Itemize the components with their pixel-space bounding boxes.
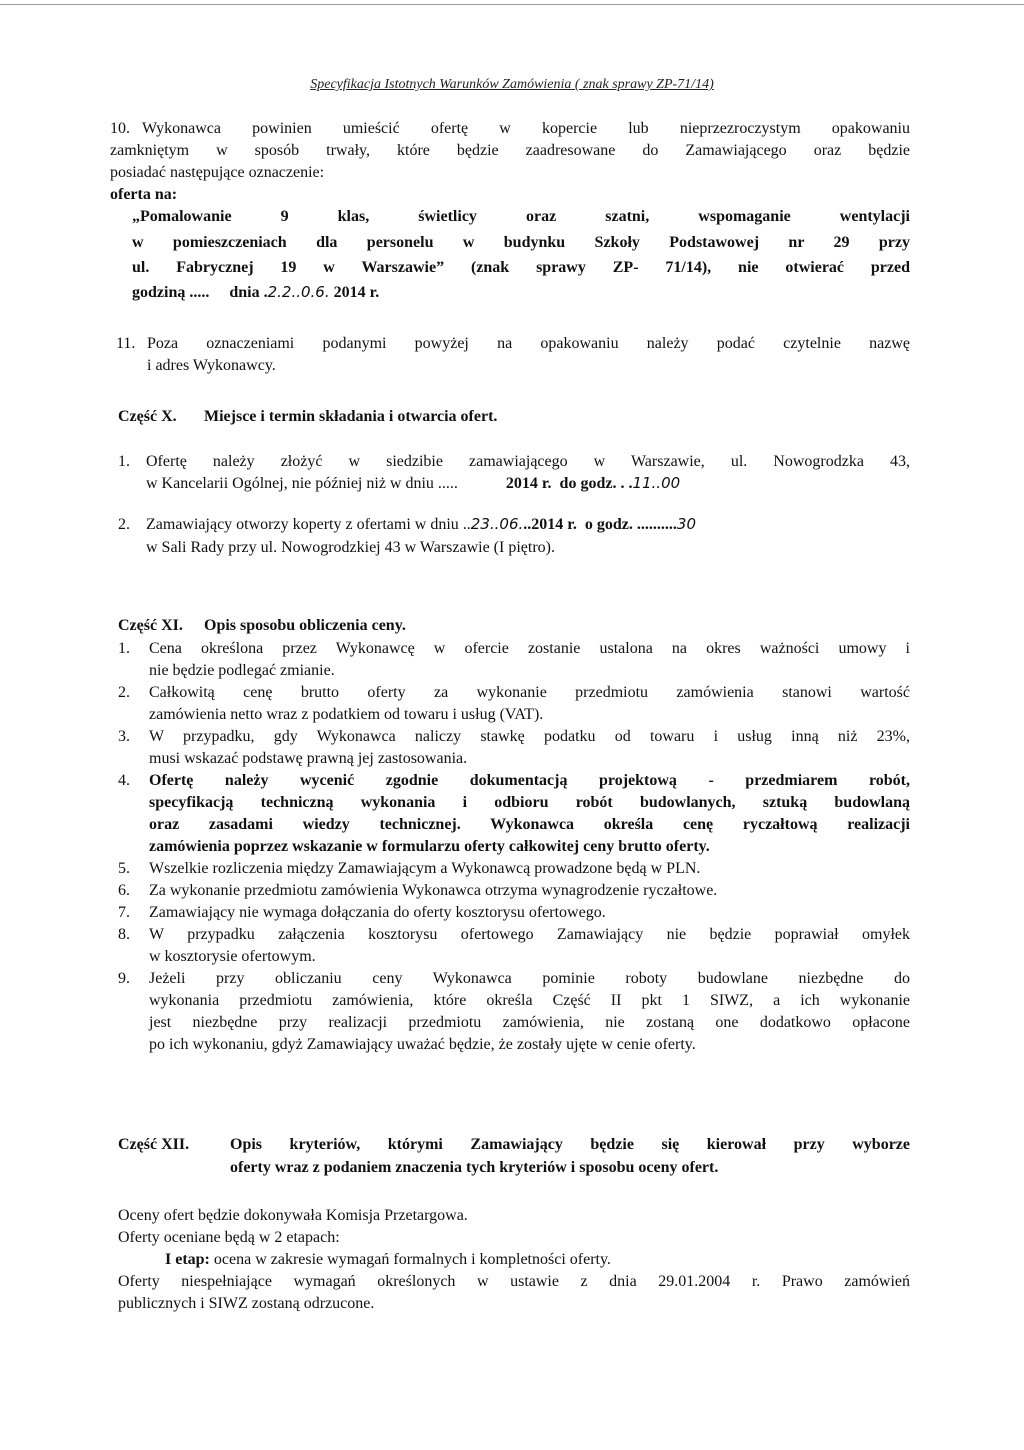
list-item-line: specyfikacją techniczną wykonania i odbioru robót budowlanych, sztuką budowlaną (149, 794, 910, 811)
item-line: w Sali Rady przy ul. Nowogrodzkiej 43 w Warszawie (I piętro). (146, 539, 555, 556)
list-item (118, 683, 910, 724)
criteria-text: Oferty oceniane będą w 2 etapach: (118, 1229, 340, 1246)
list-item-number: 3. (118, 728, 130, 745)
handwritten-date: 23..06. (470, 515, 524, 533)
list-item (118, 771, 910, 856)
part-xi-list (118, 639, 910, 1054)
handwritten-date: 2.2..0.6. (267, 283, 330, 301)
part-xii-label: Część XII. (118, 1136, 190, 1153)
list-item-line: zamówienia netto wraz z podatkiem od towaru i usług (VAT). (149, 706, 544, 723)
part-xi-heading (118, 616, 406, 635)
list-item-line: Zamawiający nie wymaga dołączania do oferty kosztorysu ofertowego. (149, 904, 606, 921)
envelope-line (132, 283, 910, 302)
part-xii-heading (118, 1135, 910, 1177)
part-xii-body (118, 1206, 910, 1313)
section-11-line: Poza oznaczeniami podanymi powyżej na opakowaniu należy podać czytelnie nazwę (147, 335, 910, 352)
page-header: Specyfikacja Istotnych Warunków Zamówienia ( znak sprawy ZP-71/14) (310, 77, 714, 92)
section-10-line: posiadać następujące oznaczenie: (110, 164, 325, 181)
list-item (118, 969, 910, 1054)
item-line (146, 515, 910, 534)
part-xii-title: Opis kryteriów, którymi Zamawiający będzie się kierował przy wyborze (230, 1136, 910, 1153)
list-item-line: Jeżeli przy obliczaniu ceny Wykonawca pominie roboty budowlane niezbędne do (149, 970, 910, 987)
list-item-line: jest niezbędne przy realizacji przedmiotu zamówienia, nie zostaną one dodatkowo opłacone (149, 1014, 910, 1031)
deadline-date: 2014 r. do godz. . . (505, 475, 633, 492)
list-item-line: W przypadku, gdy Wykonawca naliczy stawkę podatku od towaru i usług inną niż 23%, (149, 728, 910, 745)
stage-text: ocena w zakresie wymagań formalnych i kompletności oferty. (209, 1251, 611, 1268)
list-item-line: W przypadku załączenia kosztorysu ofertowego Zamawiający nie będzie poprawiał omyłek (149, 926, 910, 943)
part-x-heading (118, 407, 497, 426)
top-rule (0, 4, 1024, 5)
part-xi-label: Część XI. (118, 617, 183, 634)
part-x-title: Miejsce i termin składania i otwarcia ofert. (204, 408, 498, 425)
list-item-line: w kosztorysie ofertowym. (149, 948, 316, 965)
list-item (118, 727, 910, 768)
criteria-text: Oferty niespełniające wymagań określonych w ustawie z dnia 29.01.2004 r. Prawo zamówień (118, 1273, 910, 1290)
criteria-text: Oceny ofert będzie dokonywała Komisja Przetargowa. (118, 1207, 468, 1224)
item-number: 2. (118, 516, 130, 533)
envelope-date-suffix: 2014 r. (329, 284, 380, 301)
list-item-number: 2. (118, 684, 130, 701)
list-item-line: Ofertę należy wycenić zgodnie dokumentacją projektową - przedmiarem robót, (149, 772, 910, 789)
part-xii-title: oferty wraz z podaniem znaczenia tych kryteriów i sposobu oceny ofert. (230, 1159, 719, 1176)
section-11-number: 11. (116, 335, 136, 352)
list-item (118, 859, 910, 878)
list-item-number: 7. (118, 904, 130, 921)
part-xi-title: Opis sposobu obliczenia ceny. (204, 617, 406, 634)
list-item-number: 5. (118, 860, 130, 877)
list-item (118, 639, 910, 680)
envelope-date-prefix: godziną ..... dnia . (132, 284, 268, 301)
list-item-line: po ich wykonaniu, gdyż Zamawiający uważać będzie, że zostały ujęte w cenie oferty. (149, 1036, 696, 1053)
handwritten-hour: 11..00 (632, 474, 681, 492)
list-item-number: 6. (118, 882, 130, 899)
stage-line (165, 1250, 910, 1269)
section-11-line: i adres Wykonawcy. (147, 357, 276, 374)
item-number: 1. (118, 453, 130, 470)
list-item-number: 1. (118, 640, 130, 657)
part-x-label: Część X. (118, 408, 177, 425)
oferta-label: oferta na: (110, 186, 178, 203)
list-item (118, 881, 910, 900)
list-item-number: 8. (118, 926, 130, 943)
opening-date: ..2014 r. o godz. .......... (523, 516, 677, 533)
envelope-line: ul. Fabrycznej 19 w Warszawie” (znak sprawy ZP- 71/14), nie otwierać przed (132, 259, 910, 276)
part-x-item-2 (118, 515, 910, 557)
section-10 (110, 119, 910, 302)
list-item-number: 9. (118, 970, 130, 987)
list-item-line: zamówienia poprzez wskazanie w formularzu oferty całkowitej ceny brutto oferty. (149, 838, 710, 855)
stage-label: I etap: (165, 1251, 210, 1268)
list-item-line: Całkowitą cenę brutto oferty za wykonanie przedmiotu zamówienia stanowi wartość (149, 684, 910, 701)
list-item-line: wykonania przedmiotu zamówienia, które określa Część II pkt 1 SIWZ, a ich wykonanie (149, 992, 910, 1009)
criteria-text: publicznych i SIWZ zostaną odrzucone. (118, 1295, 375, 1312)
section-10-line: Wykonawca powinien umieścić ofertę w kopercie lub nieprzezroczystym opakowaniu (142, 120, 910, 137)
item-line: Ofertę należy złożyć w siedzibie zamawiającego w Warszawie, ul. Nowogrodzka 43, (146, 453, 910, 470)
list-item (118, 925, 910, 966)
handwritten-minute: 30 (676, 515, 696, 533)
list-item-line: Za wykonanie przedmiotu zamówienia Wykonawca otrzyma wynagrodzenie ryczałtowe. (149, 882, 718, 899)
list-item (118, 903, 910, 922)
envelope-label (132, 207, 910, 302)
list-item-line: musi wskazać podstawę prawną jej zastosowania. (149, 750, 468, 767)
envelope-line: w pomieszczeniach dla personelu w budynku Szkoły Podstawowej nr 29 przy (132, 234, 910, 251)
list-item-line: Cena określona przez Wykonawcę w ofercie zostanie ustalona na okres ważności umowy i (149, 640, 910, 657)
list-item-line: nie będzie podlegać zmianie. (149, 662, 335, 679)
list-item-line: Wszelkie rozliczenia między Zamawiającym a Wykonawcą prowadzone będą w PLN. (149, 860, 701, 877)
section-10-line: zamkniętym w sposób trwały, które będzie zaadresowane do Zamawiającego oraz będzie (110, 142, 910, 159)
part-x-item-1 (118, 452, 910, 493)
section-10-number: 10. (110, 120, 130, 137)
item-line (146, 474, 910, 493)
list-item-number: 4. (118, 772, 130, 789)
section-11 (116, 334, 910, 375)
opening-text: Zamawiający otworzy koperty z ofertami w dniu .. (146, 516, 471, 533)
envelope-line: „Pomalowanie 9 klas, świetlicy oraz szatni, wspomaganie wentylacji (132, 208, 910, 225)
list-item-line: oraz zasadami wiedzy technicznej. Wykonawca określa cenę ryczałtową realizacji (149, 816, 910, 833)
deadline-text: w Kancelarii Ogólnej, nie później niż w dniu ..... (146, 475, 458, 492)
